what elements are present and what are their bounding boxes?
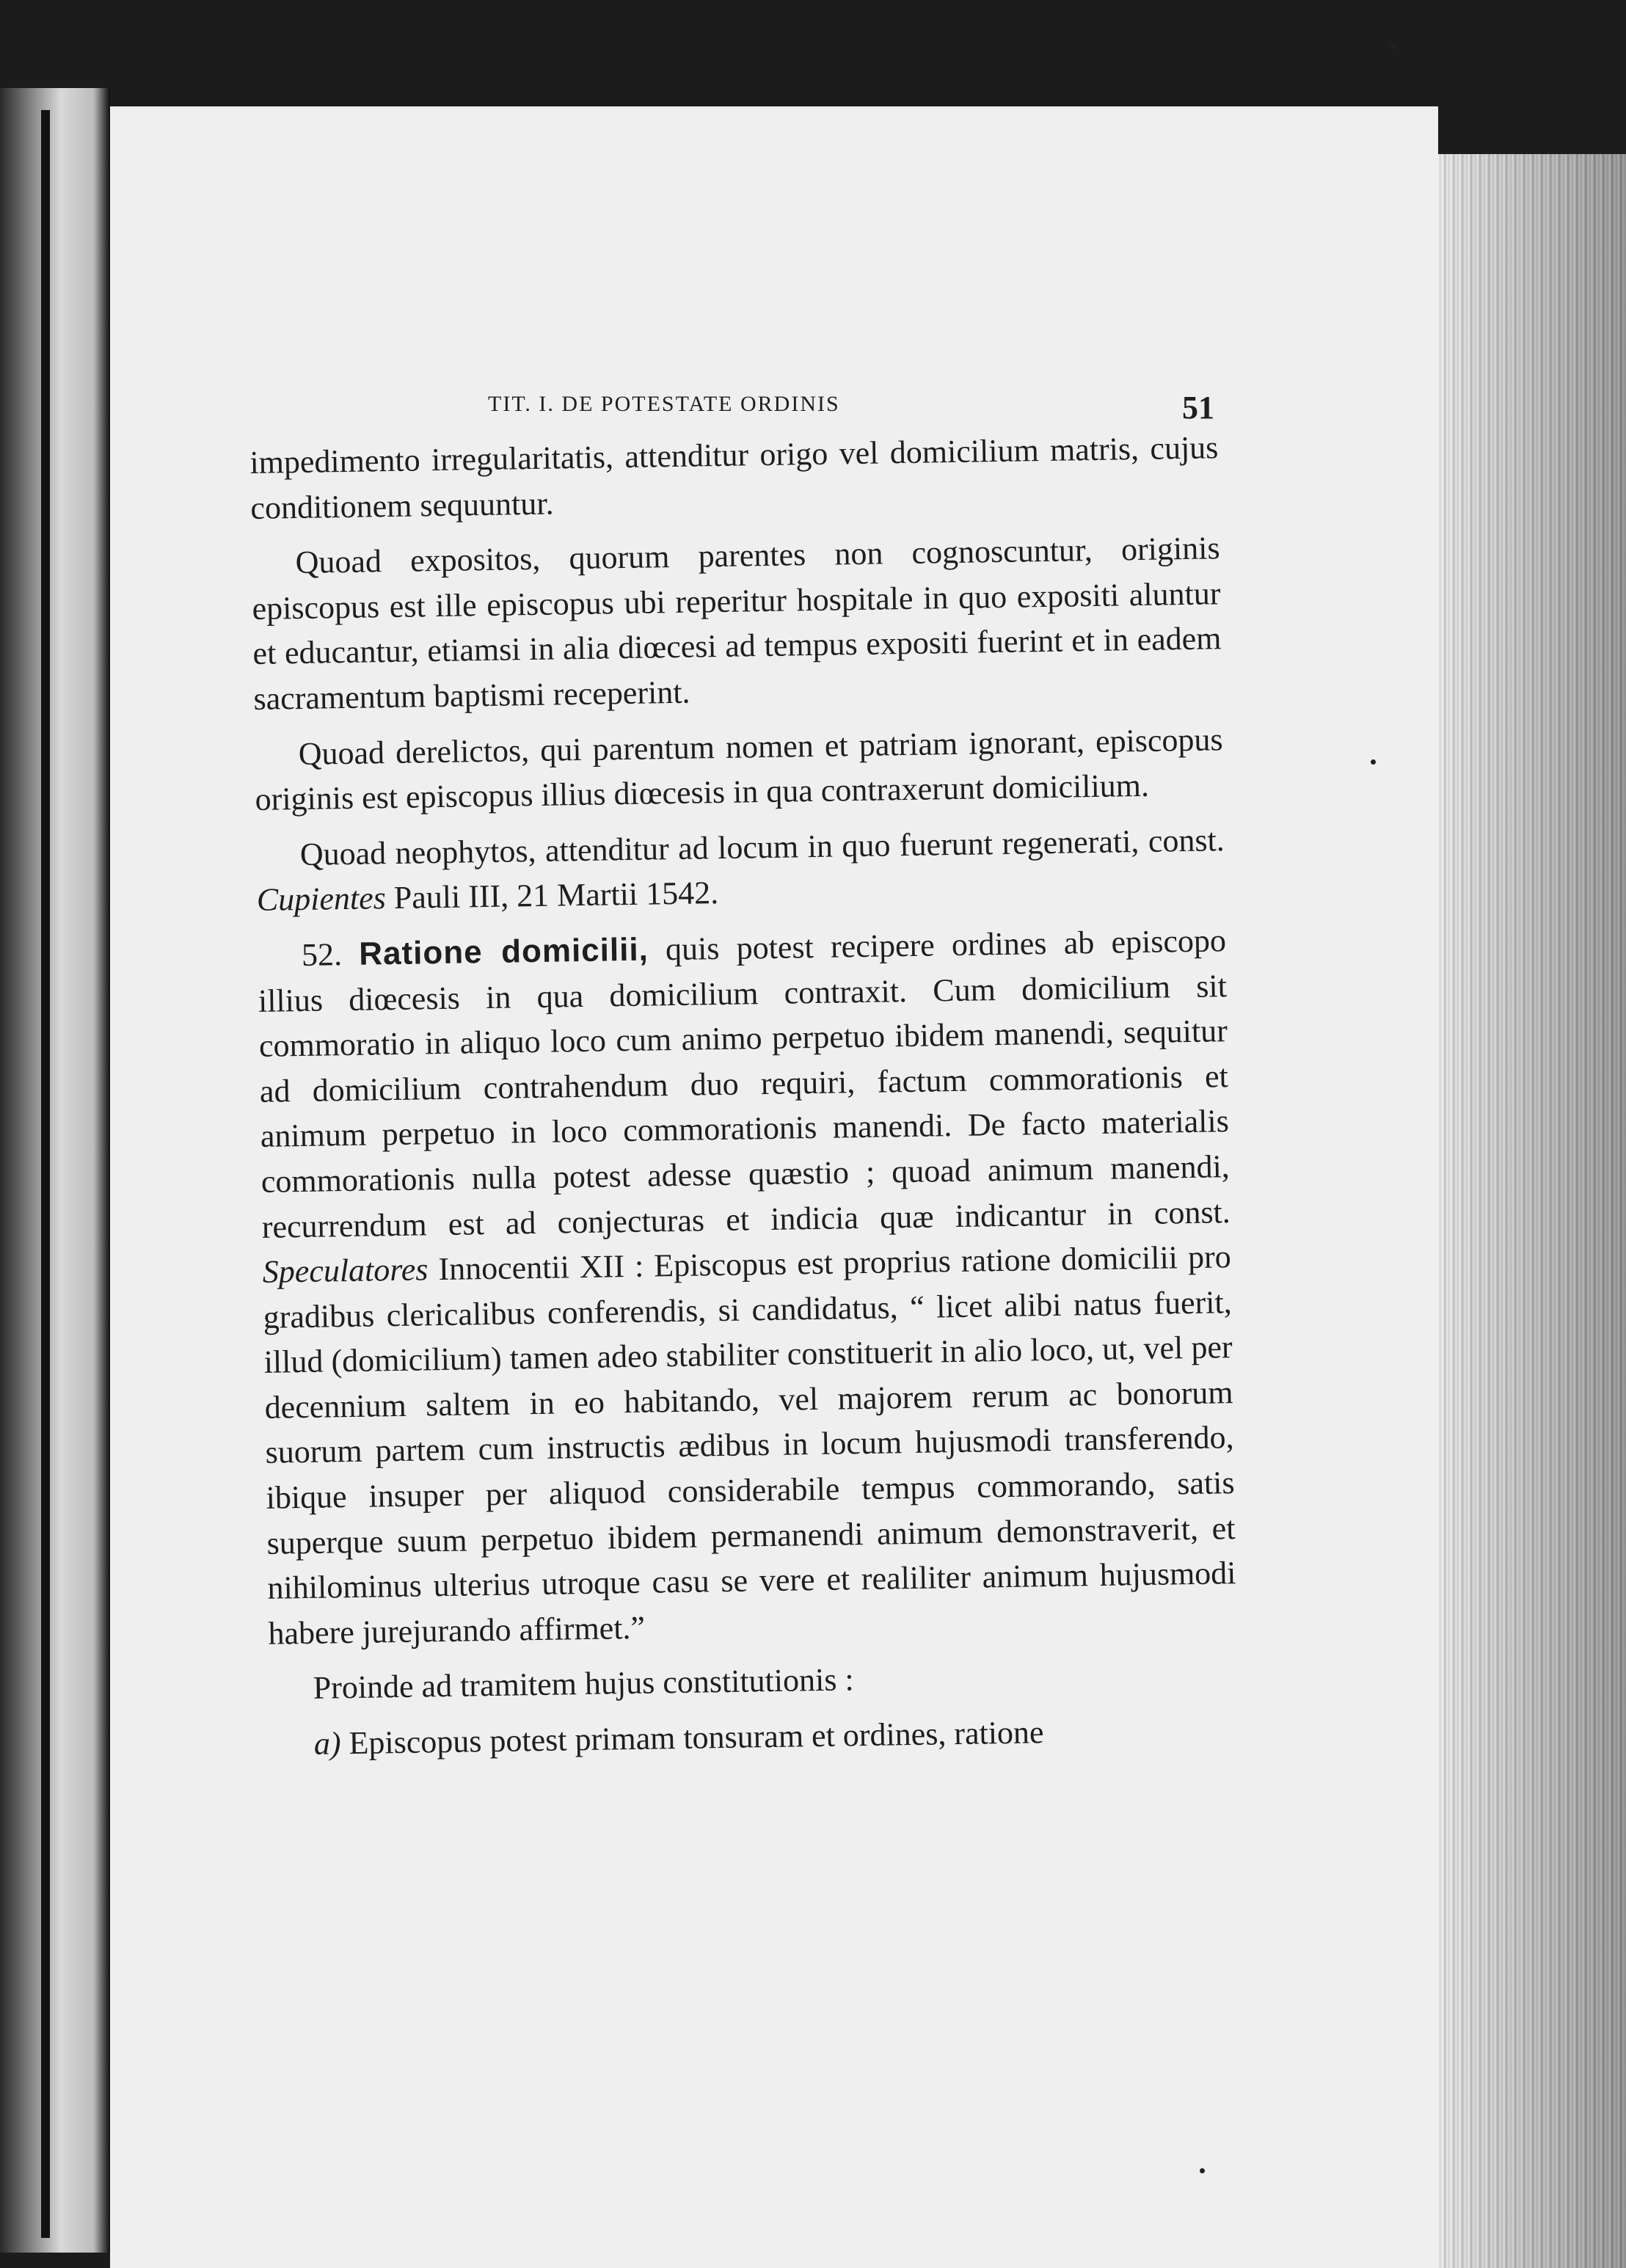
paragraph-derelicti: Quoad derelictos, qui parentum nomen et patriam ignorant, episcopus originis est episcopus illius diœcesis in qua contraxerunt domicilium. [255,721,1223,818]
paragraph-proinde: Proinde ad tramitem hujus constitutionis : [313,1661,854,1707]
running-title: TIT. I. DE POTESTATE ORDINIS [488,392,840,416]
speck [1390,44,1396,49]
section-text-2: Innocentii XII : Episcopus est proprius ratione domicilii pro gradibus clericalibus conferendis, si candidatus, “ licet alibi natus fuerit, illud (domicilium) tamen adeo stabiliter constituerit in alio loco, ut, vel per decennium saltem in eo habitando, vel majorem rerum ac bonorum suorum partem cum instructis ædibus in locum hujusmodi transferendo, ibique insuper per aliquod considerabile tempus commorando, satis superque suum perpetuo ibidem permanendi animum demonstraverit, et nihilominus ulterius utroque casu se vere et realiliter animum hujusmodi habere jurejurando affirmet.” [263,1239,1236,1652]
paragraph-a [269,1707,1239,1767]
left-page-edge [0,88,110,2253]
page-number: 51 [1182,390,1214,426]
constitution-title-cupientes: Cupientes [256,880,387,919]
section-heading: Ratione domicilii, [358,931,649,972]
speck [1371,759,1376,765]
paragraph-a-text: Episcopus potest primam tonsuram et ordines, ratione [349,1714,1044,1762]
paragraph-neophyti [255,817,1225,923]
constitution-title-speculatores: Speculatores [262,1251,429,1290]
section-number: 52. [301,936,343,973]
section-52 [258,918,1237,1656]
neophyti-text-end: Pauli III, 21 Martii 1542. [393,875,719,916]
binding-shadow [41,110,50,2238]
section-text-1: quis potest recipere ordines ab episcopo illius diœcesis in qua domicilium contraxit. Cum domicilium sit commoratio in aliquo loco cum animo perpetuo ibidem manendi, sequitur ad domicilium contrahendum duo requiri, factum commorationis et animum perpetuo in loco commorationis manendi. De facto materialis commorationis nulla potest adesse quæstio ; quoad animum manendi, recurrendum est ad conjecturas et indicia quæ indicantur in const. [258,922,1231,1245]
paragraph-1: impedimento irregularitatis, attenditur origo vel domicilium matris, cujus conditionem sequuntur. [249,429,1219,526]
paragraph-expositi: Quoad expositos, quorum parentes non cognoscuntur, originis episcopus est ille episcopus ubi reperitur hospitale in quo expositi aluntur et educantur, etiamsi in alia diœcesi ad tempus expositi fuerint et in eadem sacramentum baptismi receperint. [252,530,1222,717]
body-text [249,425,1239,1777]
neophyti-text: Quoad neophytos, attenditur ad locum in quo fuerunt regenerati, const. [299,821,1225,872]
page-stack-shade [1438,154,1626,2268]
list-marker-a: a) [313,1725,341,1762]
speck [1200,2168,1205,2173]
